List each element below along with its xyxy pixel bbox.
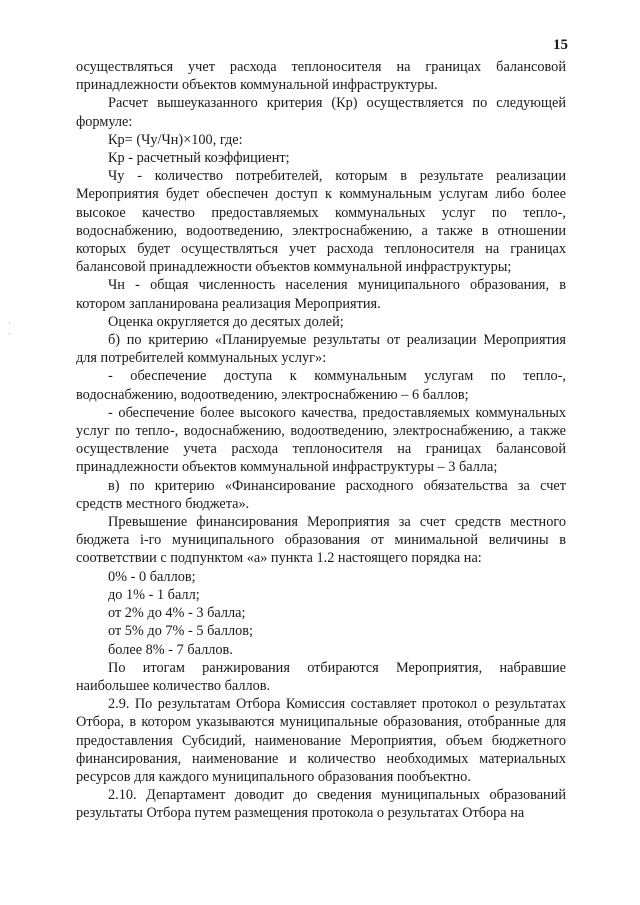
list-item: - обеспечение более высокого качества, предоставляемых коммунальных услуг по тепло-, водоснабжению, водоотведению, электроснабжению, а также осуществление учета расхода теплоносителя на границах балансовой принадлежности объектов коммунальной инфраструктуры – 3 балла; xyxy=(76,404,566,476)
score-item: 0% - 0 баллов; xyxy=(108,568,196,585)
paragraph: осуществляться учет расхода теплоносителя на границах балансовой принадлежности объектов коммунальной инфраструктуры. xyxy=(76,59,566,94)
paragraph: Кр - расчетный коэффициент; xyxy=(108,150,290,167)
paragraph: Оценка округляется до десятых долей; xyxy=(108,313,344,330)
margin-scan-marks: · · xyxy=(8,318,11,339)
paragraph: Расчет вышеуказанного критерия (Кр) осуществляется по следующей формуле: xyxy=(76,95,566,130)
paragraph: 2.9. По результатам Отбора Комиссия составляет протокол о результатах Отбора, в котором указываются муниципальные образования, отобранные для предоставления Субсидий, наименование Мероприятия, объем бюджетного финансирования, наименование и количество необходимых материальных ресурсов для каждого муниципального образования пообъектно. xyxy=(76,696,566,785)
score-item: от 2% до 4% - 3 балла; xyxy=(108,605,246,622)
paragraph: в) по критерию «Финансирование расходного обязательства за счет средств местного бюджета». xyxy=(76,477,566,512)
paragraph: Чу - количество потребителей, которым в результате реализации Мероприятия будет обеспечен доступ к коммунальным услугам либо более высокое качество предоставляемых коммунальных услуг по тепло-, водоснабжению, водоотведению, электроснабжению, а также в отношении которых будет осуществляться учет расхода теплоносителя на границах балансовой принадлежности объектов коммунальной инфраструктуры; xyxy=(76,168,566,276)
list-item: - обеспечение доступа к коммунальным услугам по тепло-, водоснабжению, водоотведению, электроснабжению – 6 баллов; xyxy=(76,368,566,403)
page-number: 15 xyxy=(553,37,568,53)
score-item: более 8% - 7 баллов. xyxy=(108,641,233,658)
paragraph: 2.10. Департамент доводит до сведения муниципальных образований результаты Отбора путем размещения протокола о результатах Отбора на xyxy=(76,787,566,822)
paragraph: По итогам ранжирования отбираются Мероприятия, набравшие наибольшее количество баллов. xyxy=(76,659,566,694)
paragraph: Чн - общая численность населения муниципального образования, в котором запланирована реализация Мероприятия. xyxy=(76,277,566,312)
score-item: от 5% до 7% - 5 баллов; xyxy=(108,623,253,640)
score-item: до 1% - 1 балл; xyxy=(108,586,200,603)
formula: Кр= (Чу/Чн)×100, где: xyxy=(108,131,243,148)
paragraph: Превышение финансирования Мероприятия за счет средств местного бюджета i-го муниципального образования от минимальной величины в соответствии с подпунктом «а» пункта 1.2 настоящего порядка на: xyxy=(76,514,566,567)
paragraph: б) по критерию «Планируемые результаты от реализации Мероприятия для потребителей коммунальных услуг»: xyxy=(76,332,566,367)
document-body xyxy=(76,58,566,823)
